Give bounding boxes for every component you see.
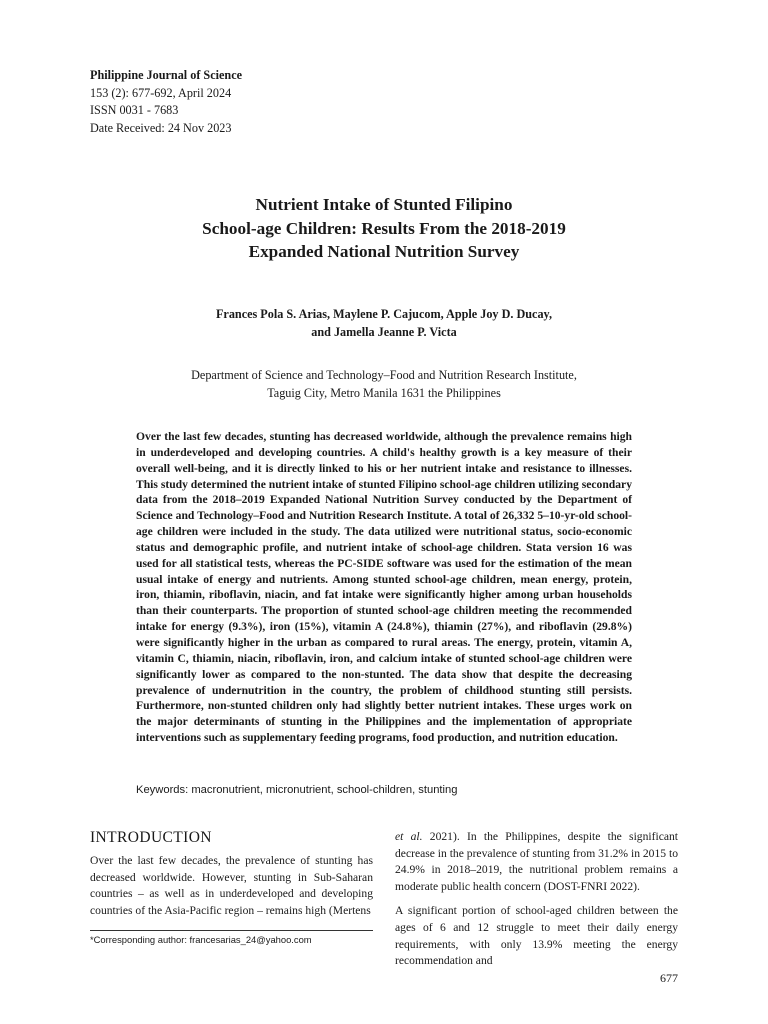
title-line-1: Nutrient Intake of Stunted Filipino — [255, 195, 513, 214]
authors-line-2: and Jamella Jeanne P. Victa — [311, 324, 457, 339]
authors-line-1: Frances Pola S. Arias, Maylene P. Cajucom, Apple Joy D. Ducay, — [215, 307, 553, 321]
date-received: Date Received: 24 Nov 2023 — [90, 120, 232, 135]
journal-name: Philippine Journal of Science — [90, 68, 243, 82]
affiliation-line-1: Department of Science and Technology–Food and Nutrition Research Institute, — [191, 368, 577, 382]
article-title — [134, 193, 634, 264]
intro-paragraph-2-text: 2021). In the Philippines, despite the significant decrease in the prevalence of stunting from 31.2% in 2015 to 24.9% in 2018–2019, the nutritional problem remains a moderate public health concern (DOST-FNRI 2022). — [395, 830, 678, 893]
intro-left-column — [90, 853, 373, 919]
volume-pages: 153 (2): 677-692, April 2024 — [90, 85, 232, 100]
intro-right-column — [395, 829, 678, 978]
affiliation — [134, 367, 634, 402]
intro-paragraph-1: Over the last few decades, the prevalence of stunting has decreased worldwide. However, stunting in Sub-Saharan countries – as well as in underdeveloped and developing countries of the Asia-Pacific region – remains high (Mertens — [90, 854, 373, 917]
authors — [134, 306, 634, 341]
journal-info — [90, 67, 242, 137]
affiliation-line-2: Taguig City, Metro Manila 1631 the Philippines — [267, 385, 501, 400]
title-line-3: Expanded National Nutrition Survey — [248, 242, 520, 261]
keywords: Keywords: macronutrient, micronutrient, school-children, stunting — [136, 784, 458, 796]
footnote-divider — [90, 930, 373, 931]
corresponding-author-footnote: *Corresponding author: francesarias_24@yahoo.com — [90, 934, 312, 945]
intro-paragraph-3: A significant portion of school-aged children between the ages of 6 and 12 struggle to meet their daily energy requirements, with only 13.9% meeting the energy recommendation and — [395, 904, 678, 968]
issn: ISSN 0031 - 7683 — [90, 103, 179, 117]
et-al-citation: et al. — [395, 830, 423, 843]
intro-paragraph-2 — [395, 829, 678, 895]
abstract: Over the last few decades, stunting has decreased worldwide, although the prevalence remains high in underdeveloped and developing countries. A child's healthy growth is a key measure of their overall well-being, and it is directly linked to his or her nutrient intake and resistance to illnesses. This study determined the nutrient intake of stunted Filipino school-age children utilizing secondary data from the 2018–2019 Expanded National Nutrition Survey conducted by the Department of Science and Technology–Food and Nutrition Research Institute. A total of 26,332 5–10-yr-old school-age children were included in the study. The data utilized were nutritional status, socio-economic status and demographic profile, and nutrient intake of school-age children. Stata version 16 was used for all statistical tests, whereas the PC-SIDE software was used for the estimation of the mean usual intake of energy and nutrients. Among stunted school-age children, mean energy, protein, iron, thiamin, riboflavin, niacin, and fat intake were significantly higher among urban households than their counterparts. The proportion of stunted school-age children meeting the recommended intake for energy (9.3%), iron (15%), vitamin A (24.8%), thiamin (27%), and riboflavin (29.8%) were significantly higher in the urban as compared to rural areas. The energy, protein, vitamin A, vitamin C, thiamin, niacin, riboflavin, iron, and calcium intake of stunted school-age children were significantly lower as compared to the non-stunted. The data show that despite the decreasing prevalence of undernutrition in the country, the problem of childhood stunting still persists. Furthermore, non-stunted children only had slightly better nutrient intakes. These urges work on the major determinants of stunting in the Philippines and the implementation of appropriate interventions such as supplementary feeding programs, food production, and nutrition education. — [136, 430, 632, 745]
introduction-heading: INTRODUCTION — [90, 829, 212, 846]
title-line-2: School-age Children: Results From the 2018-2019 — [202, 218, 566, 238]
page-number: 677 — [660, 971, 678, 985]
